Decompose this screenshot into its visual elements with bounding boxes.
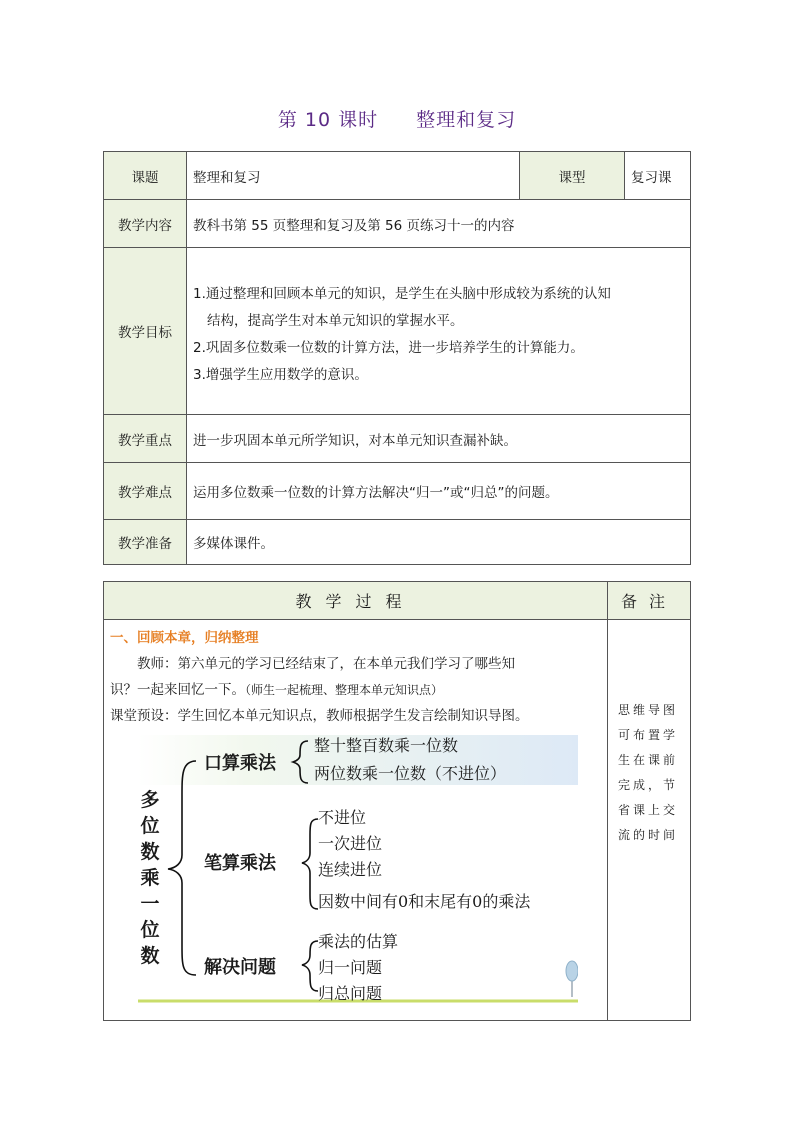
- section-title: 一、回顾本章，归纳整理: [110, 630, 259, 646]
- type-value: 复习课: [625, 152, 691, 200]
- goal-1: 1.通过整理和回顾本单元的知识，是学生在头脑中形成较为系统的认知: [193, 286, 611, 302]
- problem-brace: [302, 941, 318, 991]
- note-line: 思维导图: [618, 703, 679, 717]
- oral-brace: [293, 741, 308, 783]
- teacher-line-2-wrap: [110, 677, 601, 703]
- knowledge-mind-map: [138, 735, 578, 1007]
- difficult-value: 运用多位数乘一位数的计算方法解决“归一”或“归总”的问题。: [187, 463, 691, 520]
- written-item: 连续进位: [318, 860, 383, 879]
- root-char: 多: [140, 789, 160, 811]
- prep-label: 教学准备: [104, 520, 187, 565]
- written-item: 一次进位: [318, 834, 383, 853]
- root-char: 乘: [140, 867, 160, 889]
- key-value: 进一步巩固本单元所学知识，对本单元知识查漏补缺。: [187, 415, 691, 463]
- goal-3: 3.增强学生应用数学的意识。: [193, 367, 368, 383]
- decor-tree: [566, 961, 578, 997]
- note-line: 完成，节: [618, 778, 679, 792]
- root-char: 数: [140, 841, 160, 863]
- note-line: 省课上交: [618, 803, 679, 817]
- difficult-label: 教学难点: [104, 463, 187, 520]
- preset-line: 课堂预设：学生回忆本单元知识点，教师根据学生发言绘制知识导图。: [110, 708, 529, 724]
- teacher-line-2: 识？一起来回忆一下。: [110, 682, 245, 698]
- written-item: 不进位: [318, 808, 367, 827]
- goal-1-cont: 结构，提高学生对本单元知识的掌握水平。: [207, 313, 464, 329]
- lesson-info-table: [103, 151, 691, 565]
- process-content-cell: [104, 620, 608, 1021]
- root-char: 位: [140, 815, 160, 837]
- branch-written: 笔算乘法: [204, 853, 276, 874]
- process-header: 教学过程: [104, 582, 608, 620]
- lesson-number: 第 10 课时: [277, 109, 379, 131]
- content-value: 教科书第 55 页整理和复习及第 56 页练习十一的内容: [187, 200, 691, 248]
- page-title: [0, 105, 794, 132]
- problem-item: 乘法的估算: [318, 932, 399, 951]
- note-header: 备注: [608, 582, 691, 620]
- goals-label: 教学目标: [104, 248, 187, 415]
- prep-value: 多媒体课件。: [187, 520, 691, 565]
- root-brace: [168, 761, 196, 975]
- goal-2: 2.巩固多位数乘一位数的计算方法，进一步培养学生的计算能力。: [193, 340, 584, 356]
- type-label: 课型: [520, 152, 625, 200]
- oral-item: 整十整百数乘一位数: [314, 736, 459, 755]
- oral-item: 两位数乘一位数（不进位）: [314, 764, 507, 783]
- root-char: 位: [140, 919, 160, 941]
- subject-value: 整理和复习: [187, 152, 520, 200]
- written-brace: [302, 819, 318, 909]
- note-line: 可布置学: [618, 728, 679, 742]
- written-item: 因数中间有0和末尾有0的乘法: [318, 892, 531, 911]
- key-label: 教学重点: [104, 415, 187, 463]
- teaching-process-table: [103, 581, 691, 1021]
- mind-map-root: [138, 787, 162, 969]
- subject-label: 课题: [104, 152, 187, 200]
- problem-item: 归总问题: [318, 984, 383, 1003]
- root-char: 数: [140, 945, 160, 967]
- goals-list: [187, 248, 691, 415]
- branch-problem: 解决问题: [204, 957, 276, 978]
- note-line: 生在课前: [618, 753, 679, 767]
- root-char: 一: [140, 893, 160, 915]
- lesson-topic: 整理和复习: [416, 109, 517, 131]
- note-line: 流的时间: [618, 828, 679, 842]
- content-label: 教学内容: [104, 200, 187, 248]
- branch-oral: 口算乘法: [204, 753, 276, 774]
- teacher-line-2-note: （师生一起梳理、整理本单元知识点）: [245, 683, 444, 697]
- teacher-line-1: 教师：第六单元的学习已经结束了，在本单元我们学习了哪些知: [137, 656, 515, 672]
- note-cell: [608, 620, 691, 1021]
- problem-item: 归一问题: [318, 958, 383, 977]
